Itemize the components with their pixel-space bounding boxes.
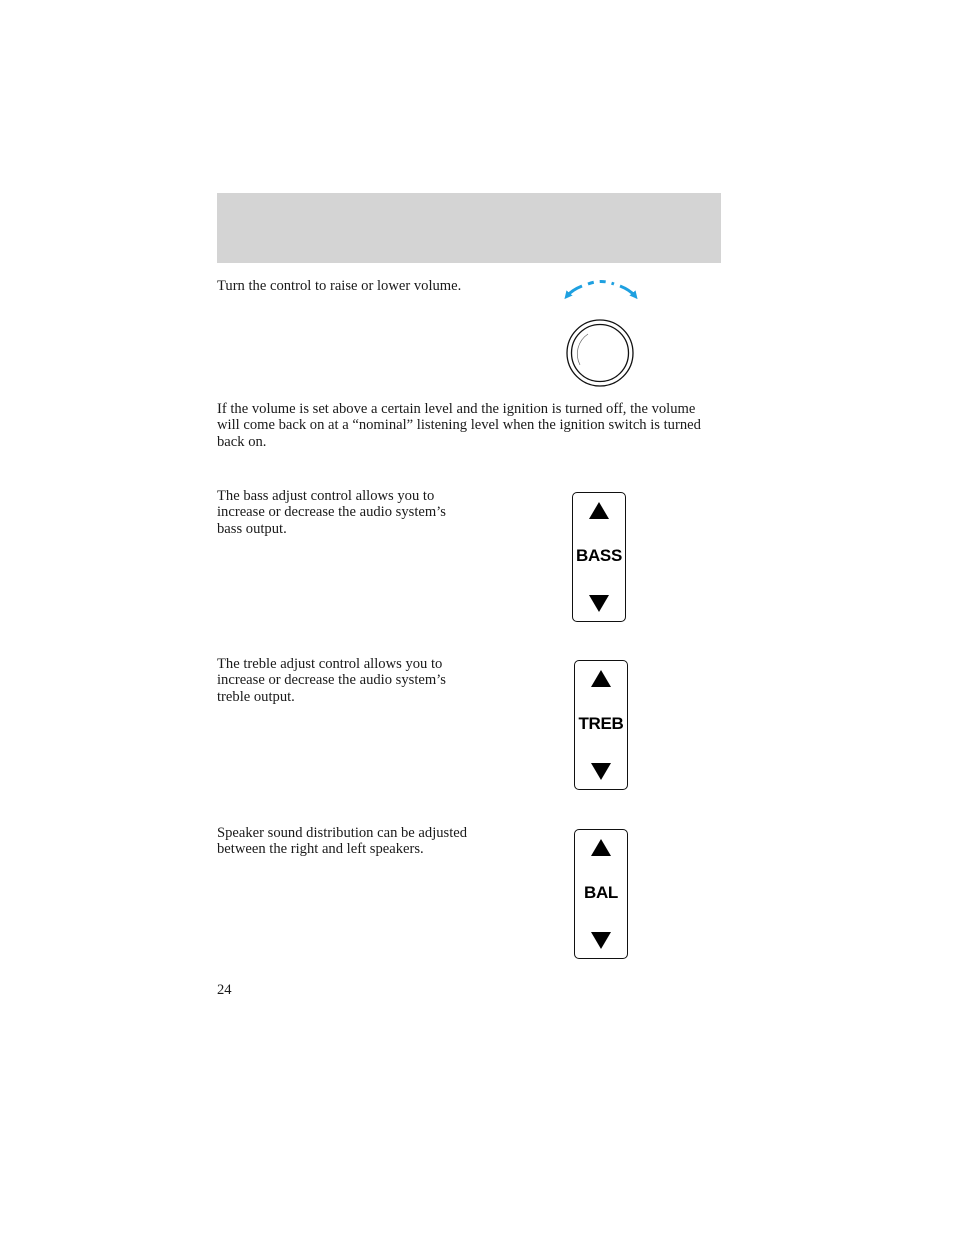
triangle-up-icon[interactable] <box>591 670 611 687</box>
bass-instruction-text: The bass adjust control allows you to increase or decrease the audio system’s bass output. <box>217 488 446 537</box>
balance-instruction-text: Speaker sound distribution can be adjusted between the right and left speakers. <box>217 825 468 858</box>
triangle-down-icon[interactable] <box>589 595 609 612</box>
treble-rocker-switch[interactable] <box>574 660 628 790</box>
balance-rocker-switch[interactable] <box>574 829 628 959</box>
balance-label: BAL <box>583 883 619 902</box>
triangle-down-icon[interactable] <box>591 932 611 949</box>
volume-instruction-text: Turn the control to raise or lower volume. <box>217 278 462 294</box>
bass-label: BASS <box>575 546 623 565</box>
nominal-volume-text: If the volume is set above a certain level and the ignition is turned off, the volume will come back on at a “nominal” listening level when the ignition switch is turned back on. <box>217 401 701 450</box>
rotary-knob-icon[interactable] <box>567 320 633 386</box>
curved-double-arrow-icon <box>558 276 644 390</box>
triangle-up-icon[interactable] <box>589 502 609 519</box>
section-header-band <box>217 193 721 263</box>
treble-instruction-text: The treble adjust control allows you to increase or decrease the audio system’s treble output. <box>217 656 446 705</box>
triangle-down-icon[interactable] <box>591 763 611 780</box>
page-number: 24 <box>217 982 232 998</box>
treble-label: TREB <box>578 714 624 733</box>
bass-rocker-switch[interactable] <box>572 492 626 622</box>
triangle-up-icon[interactable] <box>591 839 611 856</box>
volume-knob-figure <box>558 276 644 390</box>
